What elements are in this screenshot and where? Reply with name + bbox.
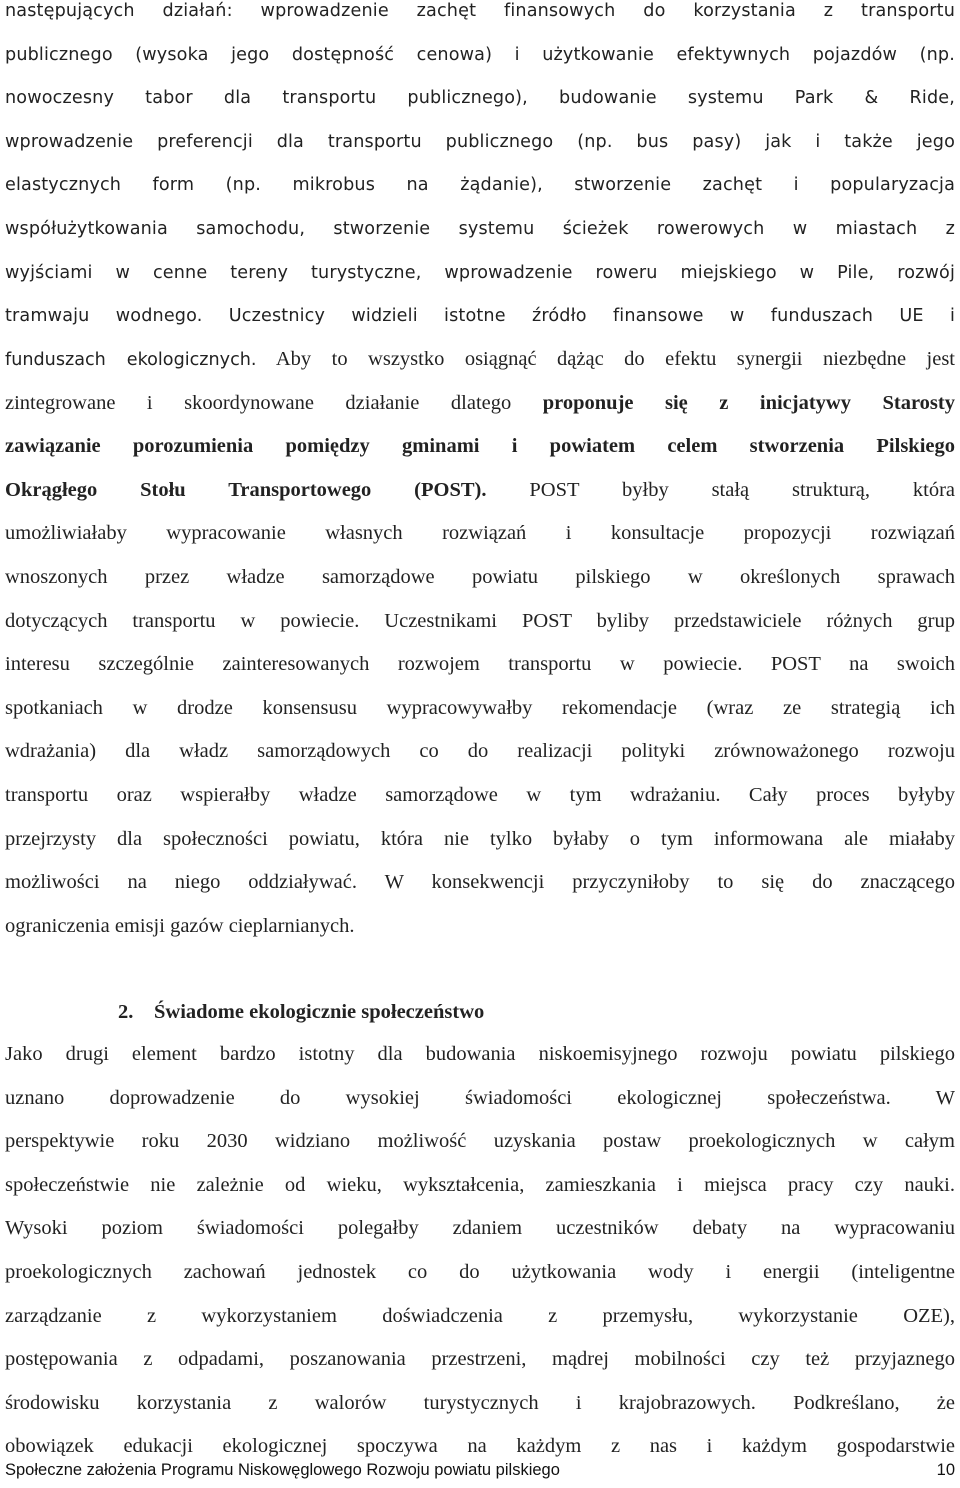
text-line: spotkaniach w drodze konsensusu wypracowywałby rekomendacje (wraz ze strategią ich [5,696,955,719]
footer-title: Społeczne założenia Programu Niskowęglowego Rozwoju powiatu pilskiego [5,1461,560,1479]
bold-text: Okrągłego Stołu Transportowego (POST). [5,478,487,501]
paragraph-transport-measures [5,0,955,339]
text-line: zarządzanie z wykorzystaniem doświadczenia z przemysłu, wykorzystanie OZE), [5,1304,955,1327]
text-line: wyjściami w cenne tereny turystyczne, wprowadzenie roweru miejskiego w Pile, rozwój [5,262,955,283]
text-fragment: funduszach ekologicznych. [5,350,257,370]
text-line: środowisku korzystania z walorów turystycznych i krajobrazowych. Podkreślano, że [5,1391,955,1414]
text-line: interesu szczególnie zainteresowanych rozwojem transportu w powiecie. POST na swoich [5,653,955,676]
paragraph-post-proposal [5,338,955,948]
text-fragment: Aby to wszystko osiągnąć dążąc do efektu synergii niezbędne jest [256,348,955,370]
text-line: Wysoki poziom świadomości polegałby zdaniem uczestników debaty na wypracowaniu [5,1217,955,1240]
text-line: umożliwiałaby wypracowanie własnych rozwiązań i konsultacje propozycji rozwiązań [5,522,955,545]
text-line: następujących działań: wprowadzenie zachęt finansowych do korzystania z transportu [5,1,955,21]
text-line: wprowadzenie preferencji dla transportu publicznego (np. bus pasy) jak i także jego [5,131,955,152]
text-line: uznano doprowadzenie do wysokiej świadomości ekologicznej społeczeństwa. W [5,1086,955,1109]
text-line: proekologicznych zachowań jednostek co do użytkowania wody i energii (inteligentne [5,1260,955,1283]
paragraph-ecological-awareness [5,1033,955,1469]
text-line: obowiązek edukacji ekologicznej spoczywa na każdym z nas i każdym gospodarstwie [5,1435,955,1458]
text-line [5,425,955,469]
bold-text: zawiązanie porozumienia pomiędzy gminami i powiatem celem stworzenia Pilskiego [5,435,955,458]
text-line: nowoczesny tabor dla transportu publicznego), budowanie systemu Park & Ride, [5,88,955,109]
text-line: Jako drugi element bardzo istotny dla budowania niskoemisyjnego rozwoju powiatu pilskiego [5,1043,955,1065]
text-line [5,469,955,513]
section-number: 2. [118,1001,134,1023]
text-line: postępowania z odpadami, poszanowania przestrzeni, mądrej mobilności czy też przyjaznego [5,1348,955,1371]
text-line: perspektywie roku 2030 widziano możliwość uzyskania postaw proekologicznych w całym [5,1130,955,1153]
text-fragment: POST byłby stałą strukturą, która [486,478,955,501]
text-line: tramwaju wodnego. Uczestnicy widzieli istotne źródło finansowe w funduszach UE i [5,306,955,327]
page-footer [5,1461,955,1485]
page-number: 10 [936,1461,955,1479]
text-fragment: zintegrowane i skoordynowane działanie dlatego [5,391,543,414]
section-title: Świadome ekologicznie społeczeństwo [154,1001,485,1023]
section-heading [118,991,484,1034]
text-line: współużytkowania samochodu, stworzenie systemu ścieżek rowerowych w miastach z [5,218,955,239]
text-line: publicznego (wysoka jego dostępność cenowa) i użytkowanie efektywnych pojazdów (np. [5,44,955,65]
text-line: dotyczących transportu w powiecie. Uczestnikami POST byliby przedstawiciele różnych grup [5,609,955,632]
text-line: możliwości na niego oddziaływać. W konsekwencji przyczyniłoby to się do znaczącego [5,871,955,894]
text-line: elastycznych form (np. mikrobus na żądanie), stworzenie zachęt i popularyzacja [5,175,955,196]
text-line: transportu oraz wspierałby władze samorządowe w tym wdrażaniu. Cały proces byłyby [5,783,955,806]
bold-text: proponuje się z inicjatywy Starosty [542,391,955,414]
text-line: wdrażania) dla władz samorządowych co do realizacji polityki zrównoważonego rozwoju [5,740,955,763]
text-line: ograniczenia emisji gazów cieplarnianych. [5,914,355,937]
text-line: wnoszonych przez władze samorządowe powiatu pilskiego w określonych sprawach [5,565,955,588]
text-line [5,382,955,426]
text-line [5,338,955,382]
text-line: społeczeństwie nie zależnie od wieku, wykształcenia, zamieszkania i miejsca pracy czy nauki. [5,1173,955,1196]
text-line: przejrzysty dla społeczności powiatu, która nie tylko byłaby o tym informowana ale miałaby [5,827,955,850]
